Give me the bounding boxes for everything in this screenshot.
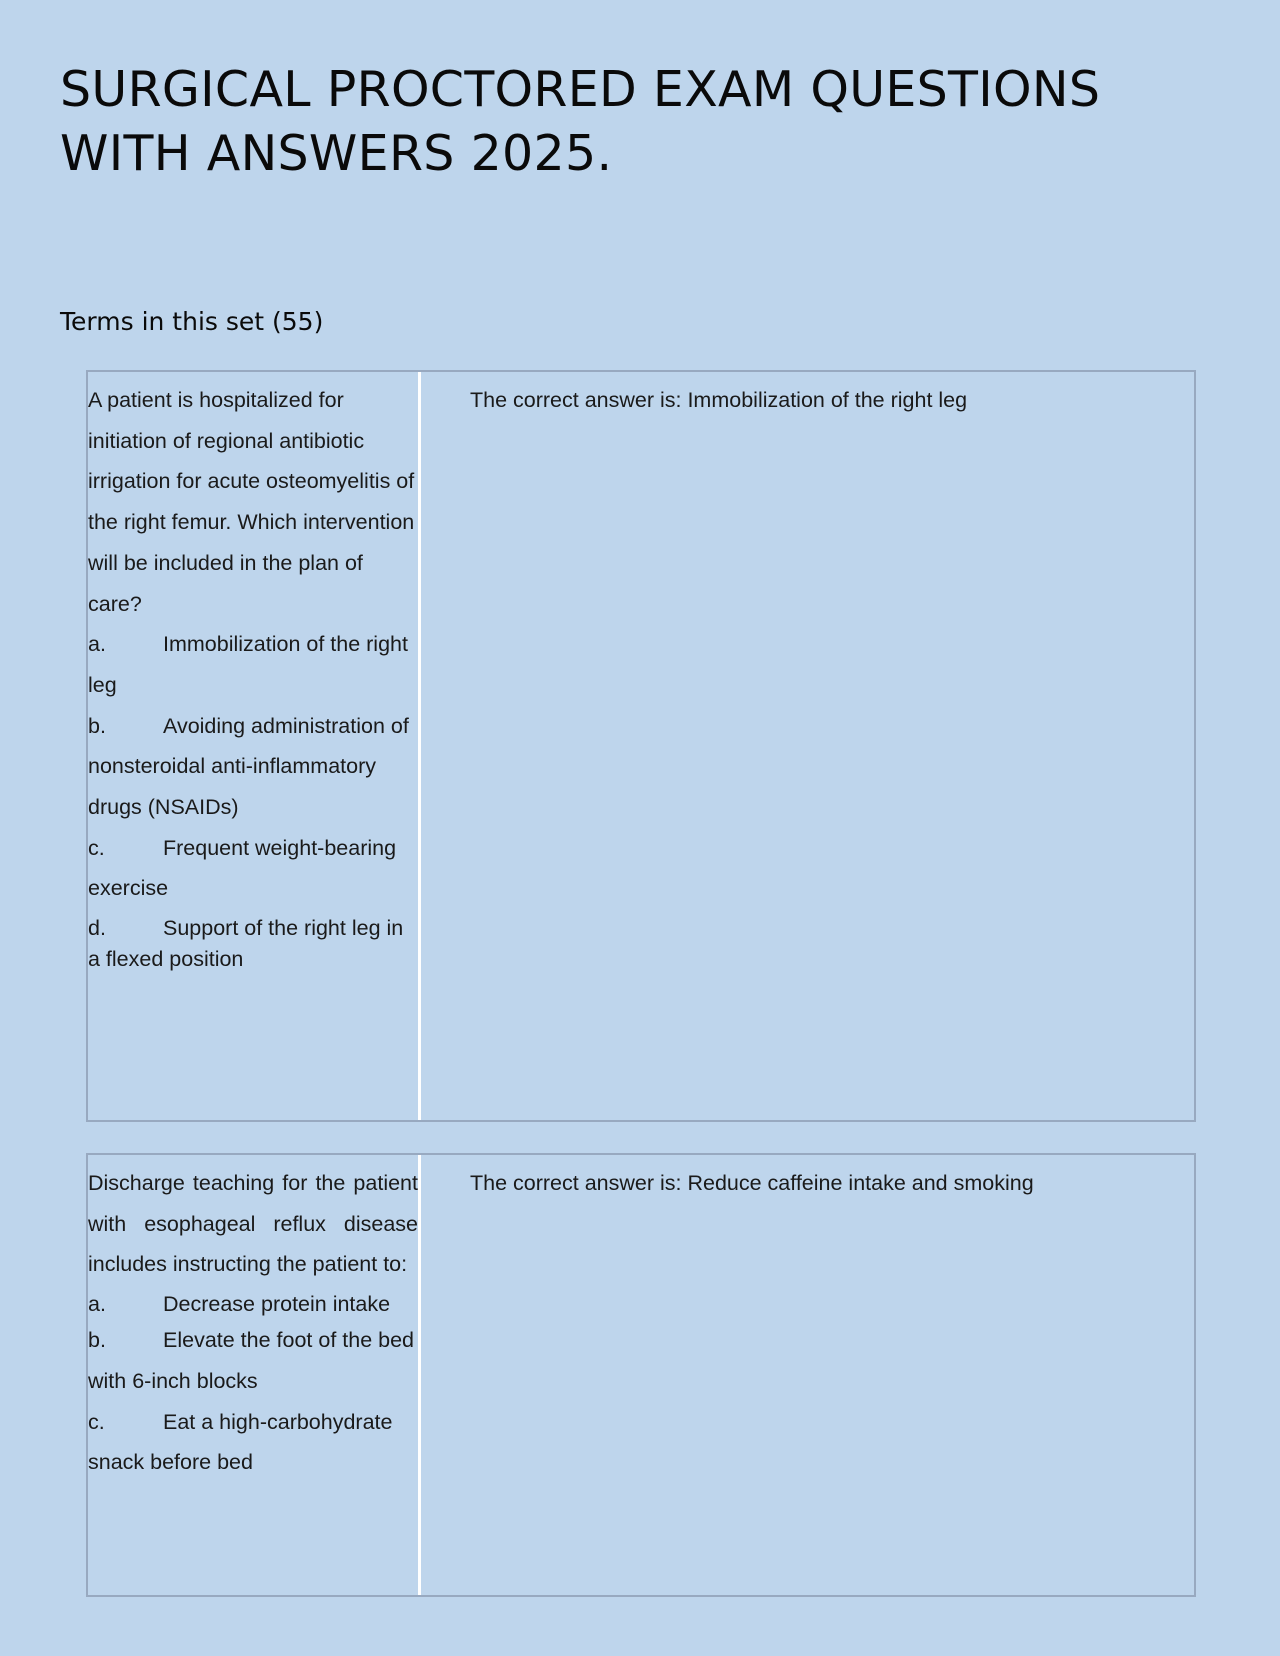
answer-option xyxy=(88,1402,418,1483)
document-title xyxy=(60,58,1220,186)
option-letter: b. xyxy=(88,713,106,738)
option-text: Eat a high-carbohydrate snack before bed xyxy=(88,1409,393,1475)
option-text: Immobilization of the right leg xyxy=(88,632,408,697)
option-letter: c. xyxy=(88,835,105,860)
terms-count-heading: Terms in this set (55) xyxy=(60,307,324,336)
answer-option xyxy=(88,1320,418,1401)
option-letter: d. xyxy=(88,916,106,941)
flashcard-answer: The correct answer is: Reduce caffeine intake and smoking xyxy=(470,1171,1034,1195)
flashcard-question xyxy=(88,1155,421,1595)
answer-option xyxy=(88,1285,418,1320)
option-letter: a. xyxy=(88,632,106,657)
question-text: Discharge teaching for the patient with esophageal reflux disease includes instructing the patient to: xyxy=(88,1171,418,1277)
flashcard-question xyxy=(88,372,421,1120)
document-title-line-1: SURGICAL PROCTORED EXAM QUESTIONS xyxy=(60,61,1101,118)
option-letter: c. xyxy=(88,1409,105,1434)
question-text: A patient is hospitalized for initiation of regional antibiotic irrigation for acute osteomyelitis of the right femur. Which intervention will be included in the plan of care? xyxy=(88,388,415,616)
option-text: Elevate the foot of the bed with 6-inch blocks xyxy=(88,1328,415,1393)
answer-option xyxy=(88,909,418,975)
flashcard[interactable] xyxy=(86,1153,1196,1597)
answer-option xyxy=(88,624,418,705)
option-text: Avoiding administration of nonsteroidal anti-inflammatory drugs (NSAIDs) xyxy=(88,713,409,820)
answer-option xyxy=(88,828,418,909)
flashcard-answer: The correct answer is: Immobilization of the right leg xyxy=(470,388,968,412)
option-letter: a. xyxy=(88,1292,106,1317)
option-text: Frequent weight-bearing exercise xyxy=(88,835,397,901)
option-text: Decrease protein intake xyxy=(163,1292,391,1317)
document-title-line-2: WITH ANSWERS 2025. xyxy=(60,125,613,182)
option-letter: b. xyxy=(88,1328,106,1353)
option-text: Support of the right leg in a flexed position xyxy=(88,916,404,972)
flashcard[interactable] xyxy=(86,370,1196,1122)
answer-option xyxy=(88,706,418,828)
